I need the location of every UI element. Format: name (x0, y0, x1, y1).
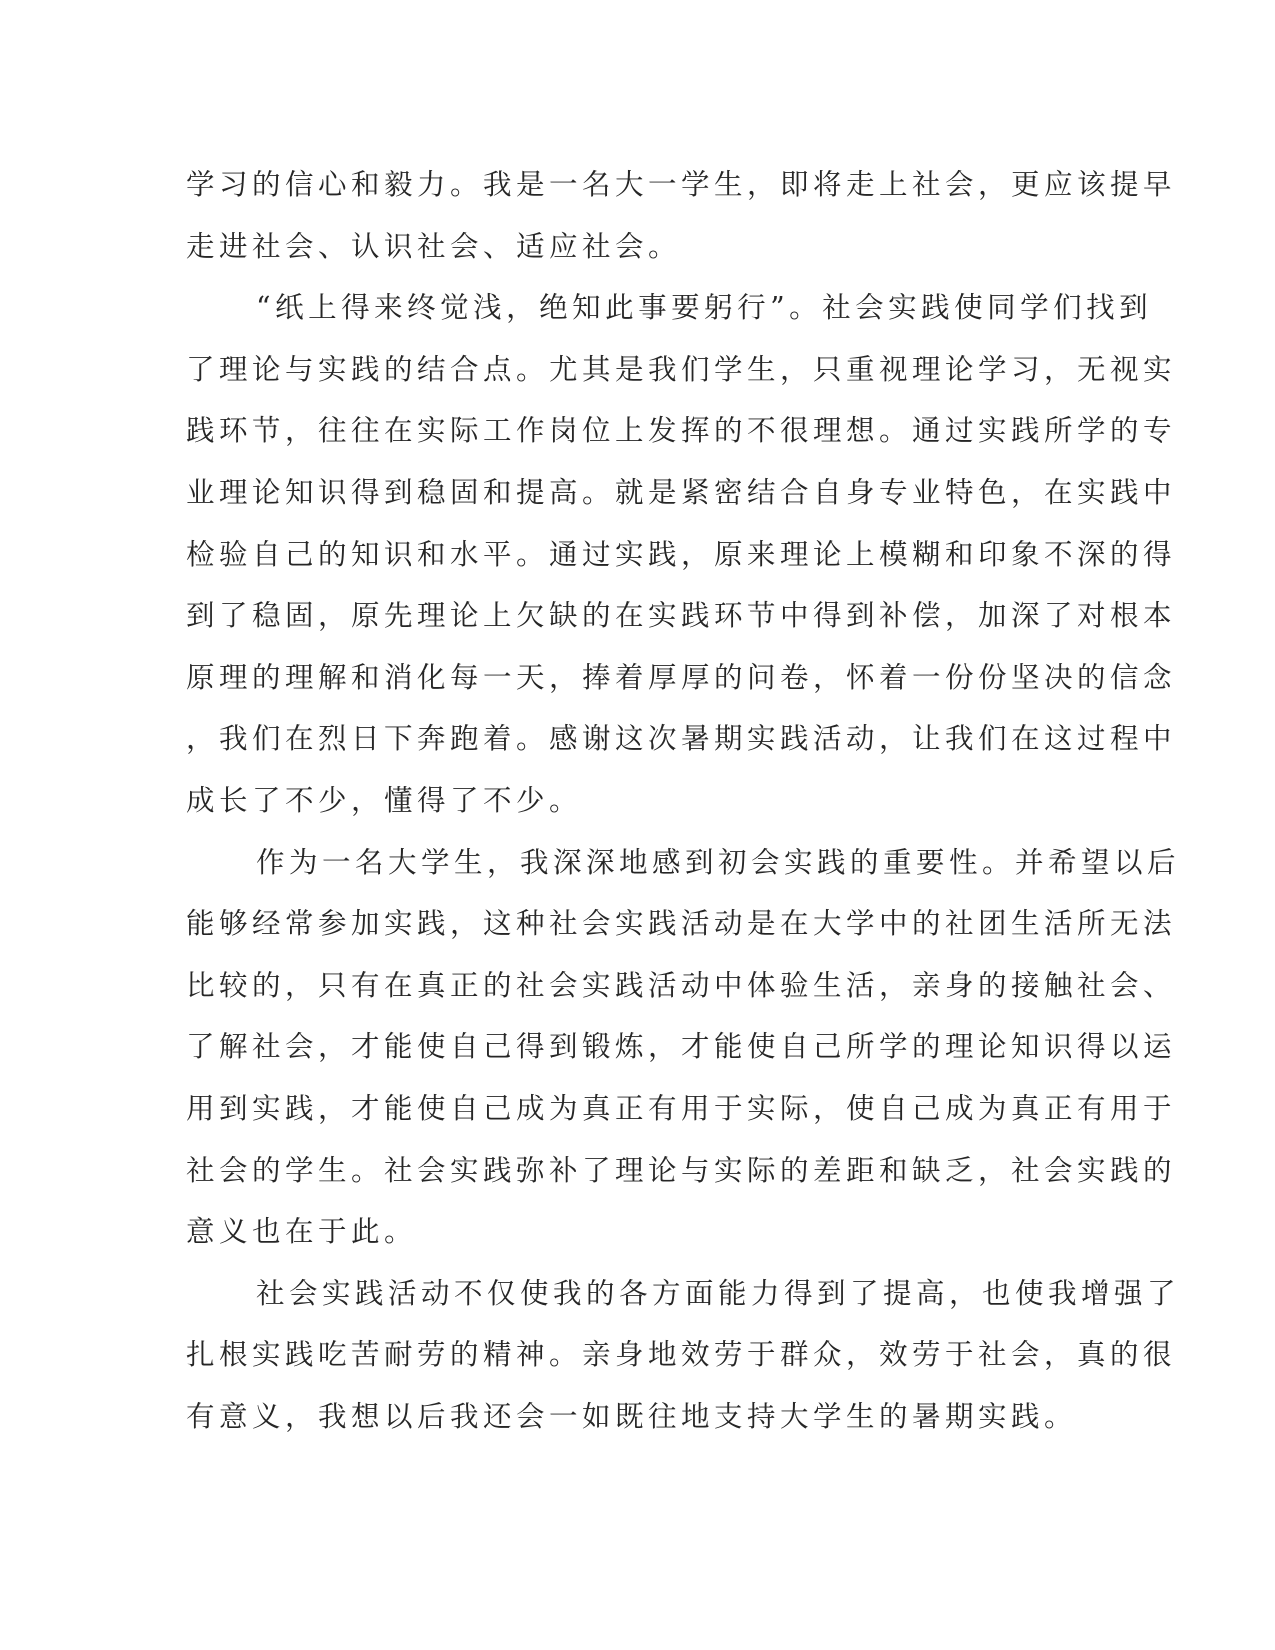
text-line: 检验自己的知识和水平。通过实践，原来理论上模糊和印象不深的得 (186, 537, 1177, 571)
text-line: 社会的学生。社会实践弥补了理论与实际的差距和缺乏，社会实践的 (186, 1153, 1177, 1187)
text-line: 用到实践，才能使自己成为真正有用于实际，使自己成为真正有用于 (186, 1091, 1177, 1125)
text-line: 意义也在于此。 (186, 1215, 418, 1249)
text-line: 能够经常参加实践，这种社会实践活动是在大学中的社团生活所无法 (186, 907, 1177, 941)
text-line: 到了稳固，原先理论上欠缺的在实践环节中得到补偿，加深了对根本 (186, 599, 1177, 633)
text-line: 作为一名大学生，我深深地感到初会实践的重要性。并希望以后 (256, 845, 1181, 879)
body-text (186, 154, 1181, 1447)
text-line: 学习的信心和毅力。我是一名大一学生，即将走上社会，更应该提早 (186, 168, 1177, 201)
text-line: 扎根实践吃苦耐劳的精神。亲身地效劳于群众，效劳于社会，真的很 (186, 1338, 1177, 1372)
text-line: 了理论与实践的结合点。尤其是我们学生，只重视理论学习，无视实 (186, 352, 1177, 386)
text-line: 比较的，只有在真正的社会实践活动中体验生活，亲身的接触社会、 (186, 968, 1177, 1002)
text-line: “纸上得来终觉浅，绝知此事要躬行”。社会实践使同学们找到 (256, 291, 1153, 325)
text-line: 有意义，我想以后我还会一如既往地支持大学生的暑期实践。 (186, 1399, 1078, 1433)
text-line: 践环节，往往在实际工作岗位上发挥的不很理想。通过实践所学的专 (186, 414, 1177, 448)
text-line: 了解社会，才能使自己得到锻炼，才能使自己所学的理论知识得以运 (186, 1030, 1177, 1064)
text-line: 社会实践活动不仅使我的各方面能力得到了提高，也使我增强了 (256, 1276, 1181, 1310)
text-line: ，我们在烈日下奔跑着。感谢这次暑期实践活动，让我们在这过程中 (186, 722, 1177, 756)
text-line: 走进社会、认识社会、适应社会。 (186, 229, 682, 263)
text-line: 原理的理解和消化每一天，捧着厚厚的问卷，怀着一份份坚决的信念 (186, 660, 1177, 694)
text-line: 业理论知识得到稳固和提高。就是紧密结合自身专业特色，在实践中 (186, 475, 1177, 509)
text-line: 成长了不少，懂得了不少。 (186, 783, 583, 817)
